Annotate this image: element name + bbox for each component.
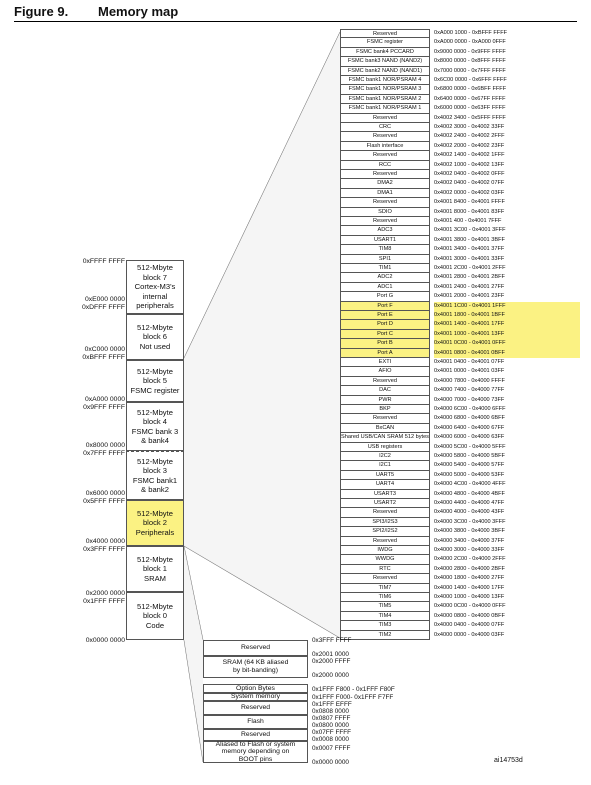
peripheral-address-range: 0x4001 2400 - 0x4001 27FF xyxy=(434,283,505,290)
peripheral-region: Reserved xyxy=(340,132,430,141)
memory-block-3: 512-Mbyte block 3 FSMC bank1 & bank2 xyxy=(126,451,184,500)
peripheral-address-range: 0x4000 3000 - 0x4000 33FF xyxy=(434,547,505,553)
code-address: 0x1FFF F000- 0x1FFF F7FF xyxy=(312,694,394,701)
peripheral-address-range: 0x4000 1800 - 0x4000 27FF xyxy=(434,575,505,582)
peripheral-address-range: 0x4000 5C00 - 0x4000 5FFF xyxy=(434,443,506,450)
peripheral-address-range: 0x4002 0000 - 0x4002 03FF xyxy=(434,189,505,196)
peripheral-address-range: 0x4001 0800 - 0x4001 0BFF xyxy=(434,349,580,358)
peripheral-address-range: 0x4002 1000 - 0x4002 13FF xyxy=(434,161,505,168)
peripheral-address-range: 0x7000 0000 - 0x7FFF FFFF xyxy=(434,67,506,74)
peripheral-address-range: 0x4001 1000 - 0x4001 13FF xyxy=(434,330,580,339)
code-region: Reserved xyxy=(203,729,308,741)
peripheral-address-range: 0x4001 0C00 - 0x4001 0FFF xyxy=(434,339,580,348)
peripheral-region: BKP xyxy=(340,405,430,414)
peripheral-address-range: 0x4000 0800 - 0x4000 0BFF xyxy=(434,612,505,619)
code-region: SRAM (64 KB aliased by bit-banding) xyxy=(203,656,308,678)
peripheral-address-range: 0x4000 5400 - 0x4000 57FF xyxy=(434,462,505,469)
peripheral-address-range: 0x4000 7000 - 0x4000 73FF xyxy=(434,396,505,403)
peripheral-address-range: 0x4000 1000 - 0x4000 13FF xyxy=(434,594,505,600)
peripheral-address-range: 0x4000 7800 - 0x4000 FFFF xyxy=(434,377,505,384)
block-boundary-address: 0xC000 0000 0xBFFF FFFF xyxy=(82,346,125,361)
peripheral-address-range: 0x4001 2C00 - 0x4001 2FFF xyxy=(434,265,506,271)
peripheral-region: DMA1 xyxy=(340,189,430,198)
peripheral-address-range: 0x4000 0400 - 0x4000 07FF xyxy=(434,622,505,629)
peripheral-region: FSMC bank1 NOR/PSRAM 2 xyxy=(340,95,430,104)
peripheral-region: Port A xyxy=(340,349,430,358)
code-address: 0x3FFF FFFF xyxy=(312,637,352,644)
peripheral-address-range: 0x4002 0400 - 0x4002 07FF xyxy=(434,180,505,187)
figure-number: Figure 9. xyxy=(14,4,69,19)
peripheral-address-range: 0x4001 400 - 0x4001 7FFF xyxy=(434,218,502,224)
code-region: System memory xyxy=(203,693,308,701)
peripheral-region: SPI1 xyxy=(340,255,430,264)
peripheral-address-range: 0xA000 1000 - 0xBFFF FFFF xyxy=(434,30,508,36)
peripheral-address-range: 0x4000 2C00 - 0x4000 2FFF xyxy=(434,556,506,563)
peripheral-address-range: 0xA000 0000 - 0xA000 0FFF xyxy=(434,39,506,46)
block-boundary-address: 0x6000 0000 0x5FFF FFFF xyxy=(83,490,125,505)
block-boundary-address: 0xA000 0000 0x9FFF FFFF xyxy=(83,396,125,411)
memory-block-6: 512-Mbyte block 6 Not used xyxy=(126,314,184,360)
peripheral-region: TIM5 xyxy=(340,602,430,611)
peripheral-region: BxCAN xyxy=(340,424,430,433)
peripheral-region: DMA2 xyxy=(340,179,430,188)
block-boundary-address: 0x8000 0000 0x7FFF FFFF xyxy=(83,442,125,457)
peripheral-address-range: 0x4000 4400 - 0x4000 47FF xyxy=(434,500,505,506)
peripheral-region: Port E xyxy=(340,311,430,320)
peripheral-region: RTC xyxy=(340,565,430,574)
peripheral-region: Reserved xyxy=(340,217,430,226)
peripheral-region: Port C xyxy=(340,330,430,339)
block-boundary-address: 0x2000 0000 0x1FFF FFFF xyxy=(83,590,125,605)
code-address: 0x07FF FFFF 0x0008 0000 xyxy=(312,729,352,743)
peripheral-address-range: 0x4001 8000 - 0x4001 83FF xyxy=(434,208,505,215)
peripheral-address-range: 0x4001 2800 - 0x4001 2BFF xyxy=(434,274,505,281)
peripheral-region: TIM3 xyxy=(340,621,430,630)
peripheral-address-range: 0x4001 8400 - 0x4001 FFFF xyxy=(434,199,505,206)
peripheral-region: Port F xyxy=(340,302,430,311)
peripheral-address-range: 0x4000 3C00 - 0x4000 3FFF xyxy=(434,518,506,525)
peripheral-region: TIM6 xyxy=(340,593,430,602)
peripheral-region: FSMC bank1 NOR/PSRAM 4 xyxy=(340,76,430,85)
peripheral-address-range: 0x4001 1400 - 0x4001 17FF xyxy=(434,320,580,329)
peripheral-address-range: 0x4000 4C00 - 0x4000 4FFF xyxy=(434,481,506,488)
figure-id: ai14753d xyxy=(494,757,523,764)
block-boundary-address: 0xFFFF FFFF xyxy=(82,258,125,265)
peripheral-region: Port D xyxy=(340,320,430,329)
peripheral-region: DAC xyxy=(340,386,430,395)
peripheral-address-range: 0x4000 4800 - 0x4000 4BFF xyxy=(434,490,505,497)
peripheral-region: USART2 xyxy=(340,499,430,508)
peripheral-region: TIM1 xyxy=(340,264,430,273)
peripheral-address-range: 0x4000 6000 - 0x4000 63FF xyxy=(434,434,505,441)
peripheral-address-range: 0x4000 2800 - 0x4000 2BFF xyxy=(434,565,505,572)
peripheral-address-range: 0x4000 6800 - 0x4000 6BFF xyxy=(434,415,505,422)
peripheral-address-range: 0x4001 2000 - 0x4001 23FF xyxy=(434,293,505,300)
block-boundary-address: 0x4000 0000 0x3FFF FFFF xyxy=(83,538,125,553)
peripheral-region: ADC2 xyxy=(340,273,430,282)
memory-block-5: 512-Mbyte block 5 FSMC register xyxy=(126,360,184,402)
peripheral-region: TIM4 xyxy=(340,612,430,621)
memory-block-4: 512-Mbyte block 4 FSMC bank 3 & bank4 xyxy=(126,402,184,451)
code-address: 0x0007 FFFF xyxy=(312,745,351,752)
peripheral-region: EXTI xyxy=(340,358,430,367)
peripheral-region: CRC xyxy=(340,123,430,132)
peripheral-region: WWDG xyxy=(340,555,430,564)
peripheral-address-range: 0x4000 5000 - 0x4000 53FF xyxy=(434,471,505,478)
peripheral-region: FSMC bank4 PCCARD xyxy=(340,48,430,57)
peripheral-address-range: 0x4002 3000 - 0x4002 33FF xyxy=(434,124,505,130)
peripheral-address-range: 0x4000 5800 - 0x4000 5BFF xyxy=(434,453,505,459)
code-region: Aliased to Flash or system memory depending on BOOT pins xyxy=(203,741,308,763)
peripheral-region: Flash interface xyxy=(340,142,430,151)
peripheral-region: Reserved xyxy=(340,151,430,160)
code-region: Option Bytes xyxy=(203,684,308,693)
peripheral-region: TIM8 xyxy=(340,245,430,254)
peripheral-address-range: 0x4000 7400 - 0x4000 77FF xyxy=(434,387,505,394)
peripheral-region: UART4 xyxy=(340,480,430,489)
peripheral-region: Reserved xyxy=(340,198,430,207)
memory-block-2: 512-Mbyte block 2 Peripherals xyxy=(126,500,184,546)
block-boundary-address: 0xE000 0000 0xDFFF FFFF xyxy=(81,296,125,311)
memory-block-0: 512-Mbyte block 0 Code xyxy=(126,592,184,640)
peripheral-region: Reserved xyxy=(340,414,430,423)
peripheral-region: FSMC bank1 NOR/PSRAM 3 xyxy=(340,85,430,94)
code-address: 0x0000 0000 xyxy=(312,759,349,766)
peripheral-region: SPI2/I2S2 xyxy=(340,527,430,536)
peripheral-region: UART5 xyxy=(340,471,430,480)
peripheral-address-range: 0x6400 0000 - 0x67FF FFFF xyxy=(434,95,506,102)
peripheral-region: Shared USB/CAN SRAM 512 bytes xyxy=(340,433,430,442)
peripheral-region: FSMC bank1 NOR/PSRAM 1 xyxy=(340,104,430,113)
code-region: Reserved xyxy=(203,640,308,656)
peripheral-address-range: 0x4000 1400 - 0x4000 17FF xyxy=(434,584,505,591)
code-address: 0x2000 0000 xyxy=(312,672,349,679)
peripheral-region: Reserved xyxy=(340,114,430,123)
peripheral-region: Port G xyxy=(340,292,430,301)
peripheral-region: SPI3/I2S3 xyxy=(340,518,430,527)
memory-block-7: 512-Mbyte block 7 Cortex-M3's internal peripherals xyxy=(126,260,184,314)
peripheral-region: Reserved xyxy=(340,537,430,546)
peripheral-region: TIM7 xyxy=(340,584,430,593)
peripheral-address-range: 0x4000 0C00 - 0x4000 0FFF xyxy=(434,603,506,610)
peripheral-region: Port B xyxy=(340,339,430,348)
peripheral-region: Reserved xyxy=(340,508,430,517)
code-region: Reserved xyxy=(203,701,308,715)
peripheral-address-range: 0x4001 3000 - 0x4001 33FF xyxy=(434,255,505,262)
peripheral-address-range: 0x4002 0400 - 0x4002 0FFF xyxy=(434,171,505,177)
peripheral-region: USART3 xyxy=(340,490,430,499)
peripheral-address-range: 0x4002 3400 - 0x5FFF FFFF xyxy=(434,114,506,121)
code-address: 0x1FFF F800 - 0x1FFF F80F xyxy=(312,686,395,693)
peripheral-address-range: 0x4001 3C00 - 0x4001 3FFF xyxy=(434,227,506,234)
peripheral-address-range: 0x6C00 0000 - 0x6FFF FFFF xyxy=(434,77,507,83)
code-address: 0x1FFF EFFF 0x0808 0000 xyxy=(312,701,352,715)
peripheral-address-range: 0x4001 0000 - 0x4001 03FF xyxy=(434,368,505,375)
peripheral-address-range: 0x4001 3400 - 0x4001 37FF xyxy=(434,246,505,253)
peripheral-address-range: 0x6800 0000 - 0x6BFF FFFF xyxy=(434,86,507,93)
peripheral-region: FSMC register xyxy=(340,38,430,47)
peripheral-region: I2C2 xyxy=(340,452,430,461)
peripheral-address-range: 0x4002 2400 - 0x4002 2FFF xyxy=(434,133,505,140)
figure-title: Memory map xyxy=(98,4,179,19)
peripheral-region: ADC3 xyxy=(340,226,430,235)
peripheral-region: ADC1 xyxy=(340,283,430,292)
peripheral-address-range: 0x4000 3400 - 0x4000 37FF xyxy=(434,537,505,544)
peripheral-region: Reserved xyxy=(340,170,430,179)
peripheral-address-range: 0x4000 6400 - 0x4000 67FF xyxy=(434,424,505,431)
peripheral-region: AFIO xyxy=(340,367,430,376)
peripheral-address-range: 0x8000 0000 - 0x8FFF FFFF xyxy=(434,58,506,65)
code-address: 0x2001 0000 0x2000 FFFF xyxy=(312,651,351,665)
code-region: Flash xyxy=(203,715,308,729)
peripheral-region: PWR xyxy=(340,396,430,405)
peripheral-region: IWDG xyxy=(340,546,430,555)
peripheral-address-range: 0x4000 6C00 - 0x4000 6FFF xyxy=(434,406,506,412)
peripheral-address-range: 0x6000 0000 - 0x63FF FFFF xyxy=(434,105,506,112)
memory-block-1: 512-Mbyte block 1 SRAM xyxy=(126,546,184,592)
peripheral-address-range: 0x4001 0400 - 0x4001 07FF xyxy=(434,359,505,365)
peripheral-address-range: 0x4002 2000 - 0x4002 23FF xyxy=(434,142,505,149)
peripheral-region: FSMC bank2 NAND (NAND1) xyxy=(340,67,430,76)
peripheral-region: Reserved xyxy=(340,377,430,386)
code-address: 0x0807 FFFF 0x0800 0000 xyxy=(312,715,351,729)
peripheral-address-range: 0x4001 3800 - 0x4001 3BFF xyxy=(434,236,505,243)
peripheral-address-range: 0x4000 4000 - 0x4000 43FF xyxy=(434,509,505,516)
peripheral-address-range: 0x4000 0000 - 0x4000 03FF xyxy=(434,631,505,638)
peripheral-address-range: 0x4000 3800 - 0x4000 3BFF xyxy=(434,528,505,535)
block-boundary-address: 0x0000 0000 xyxy=(85,637,125,644)
peripheral-region: TIM2 xyxy=(340,631,430,640)
peripheral-address-range: 0x9000 0000 - 0x9FFF FFFF xyxy=(434,48,506,55)
peripheral-address-range: 0x4002 1400 - 0x4002 1FFF xyxy=(434,152,505,159)
peripheral-address-range: 0x4001 1800 - 0x4001 1BFF xyxy=(434,311,580,320)
peripheral-region: USART1 xyxy=(340,236,430,245)
peripheral-region: SDIO xyxy=(340,208,430,217)
peripheral-region: Reserved xyxy=(340,29,430,38)
peripheral-region: I2C1 xyxy=(340,461,430,470)
peripheral-address-range: 0x4001 1C00 - 0x4001 1FFF xyxy=(434,302,580,311)
peripheral-region: RCC xyxy=(340,161,430,170)
peripheral-region: USB registers xyxy=(340,443,430,452)
peripheral-region: Reserved xyxy=(340,574,430,583)
peripheral-region: FSMC bank3 NAND (NAND2) xyxy=(340,57,430,66)
